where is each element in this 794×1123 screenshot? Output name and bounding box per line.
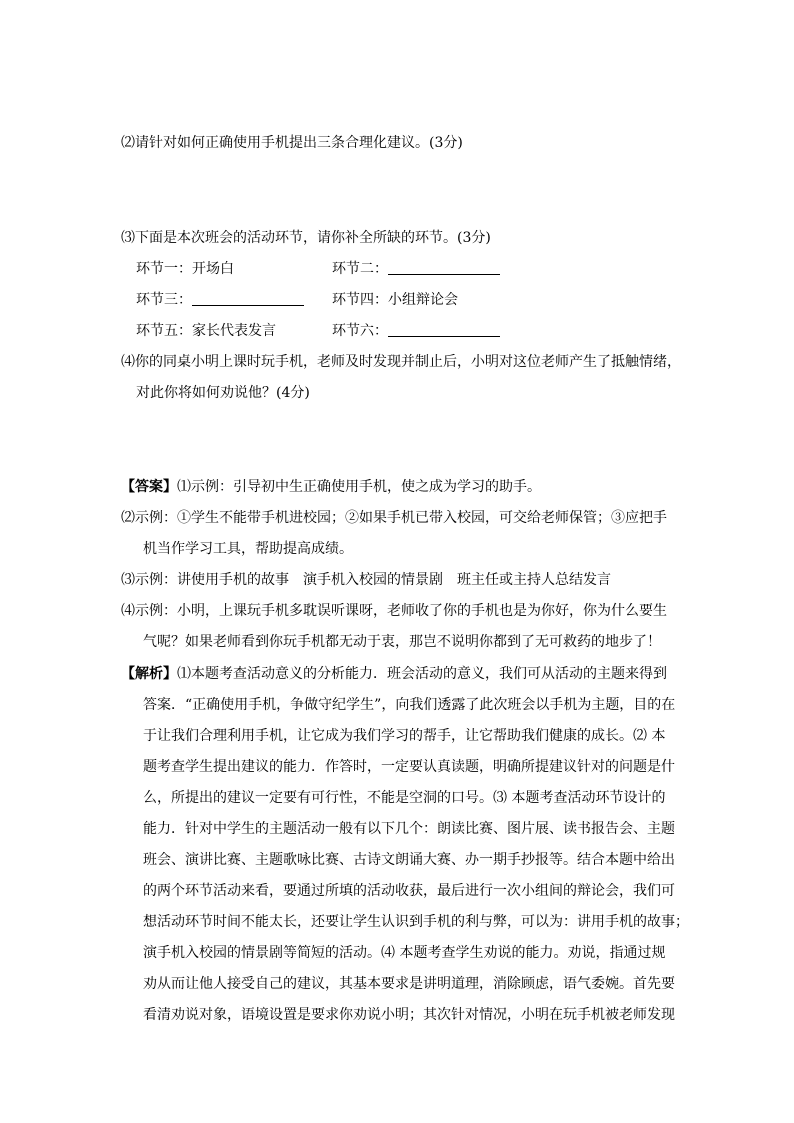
answer-4-line-2: 气呢？如果老师看到你玩手机都无动于衷，那岂不说明你都到了无可救药的地步了！ [143, 634, 661, 650]
analysis-line-9: 想活动环节时间不能太长，还要让学生认识到手机的利与弊，可以为：讲用手机的故事； [143, 914, 689, 930]
analysis-line-3: 于让我们合理利用手机，让它成为我们学习的帮手，让它帮助我们健康的成长。⑵ 本 [143, 728, 666, 744]
step-3-label: 环节三： [136, 292, 192, 308]
answer-2-line-1: ⑵示例：①学生不能带手机进校园；②如果手机已带入校园，可交给老师保管；③应把手 [121, 510, 667, 526]
answer-1-text: ⑴示例：引导初中生正确使用手机，使之成为学习的助手。 [177, 479, 541, 495]
analysis-line-11: 劝从而让他人接受自己的建议，其基本要求是讲明道理，消除顾虑，语气委婉。首先要 [143, 976, 675, 992]
analysis-line-12: 看清劝说对象，语境设置是要求你劝说小明；其次针对情况，小明在玩手机被老师发现 [143, 1007, 675, 1023]
step-6-label: 环节六： [332, 323, 388, 339]
analysis-line-5: 么，所提出的建议一定要有可行性，不能是空洞的口号。⑶ 本题考查活动环节设计的 [143, 790, 666, 806]
question-4-line-2: 对此你将如何劝说他？(4分) [136, 385, 310, 401]
step-5: 环节五：家长代表发言 [136, 323, 276, 339]
analysis-line-6: 能力．针对中学生的主题活动一般有以下几个：朗读比赛、图片展、读书报告会、主题 [143, 821, 675, 837]
step-3-blank [192, 291, 304, 306]
answer-tag: 【答案】 [121, 479, 177, 495]
step-2 [332, 259, 500, 279]
answer-3: ⑶示例：讲使用手机的故事 演手机入校园的情景剧 班主任或主持人总结发言 [121, 572, 611, 588]
step-6 [332, 321, 500, 341]
analysis-tag: 【解析】 [121, 666, 177, 682]
analysis-line-1-text: ⑴本题考查活动意义的分析能力．班会活动的意义，我们可从活动的主题来得到 [177, 666, 667, 682]
step-6-blank [388, 322, 500, 337]
answer-2-line-2: 机当作学习工具，帮助提高成绩。 [143, 541, 353, 557]
step-2-label: 环节二： [332, 261, 388, 277]
question-3: ⑶下面是本次班会的活动环节，请你补全所缺的环节。(3分) [121, 230, 491, 246]
step-4: 环节四：小组辩论会 [332, 292, 458, 308]
analysis-line-1 [121, 664, 667, 684]
question-4-line-1: ⑷你的同桌小明上课时玩手机，老师及时发现并制止后，小明对这位老师产生了抵触情绪， [121, 354, 681, 370]
analysis-line-2: 答案．“正确使用手机，争做守纪学生”，向我们透露了此次班会以手机为主题，目的在 [143, 697, 676, 713]
step-3 [136, 290, 304, 310]
analysis-line-8: 的两个环节活动来看，要通过所填的活动收获，最后进行一次小组间的辩论会，我们可 [143, 883, 675, 899]
analysis-line-4: 题考查学生提出建议的能力．作答时，一定要认真读题，明确所提建议针对的问题是什 [143, 759, 675, 775]
analysis-line-7: 班会、演讲比赛、主题歌咏比赛、古诗文朗诵大赛、办一期手抄报等。结合本题中给出 [143, 852, 675, 868]
step-1: 环节一：开场白 [136, 261, 234, 277]
question-2: ⑵请针对如何正确使用手机提出三条合理化建议。(3分) [121, 135, 463, 151]
analysis-line-10: 演手机入校园的情景剧等简短的活动。⑷ 本题考查学生劝说的能力。劝说，指通过规 [143, 945, 666, 961]
answer-4-line-1: ⑷示例：小明，上课玩手机多耽误听课呀，老师收了你的手机也是为你好，你为什么要生 [121, 603, 667, 619]
answer-1 [121, 477, 541, 497]
step-2-blank [388, 260, 500, 275]
